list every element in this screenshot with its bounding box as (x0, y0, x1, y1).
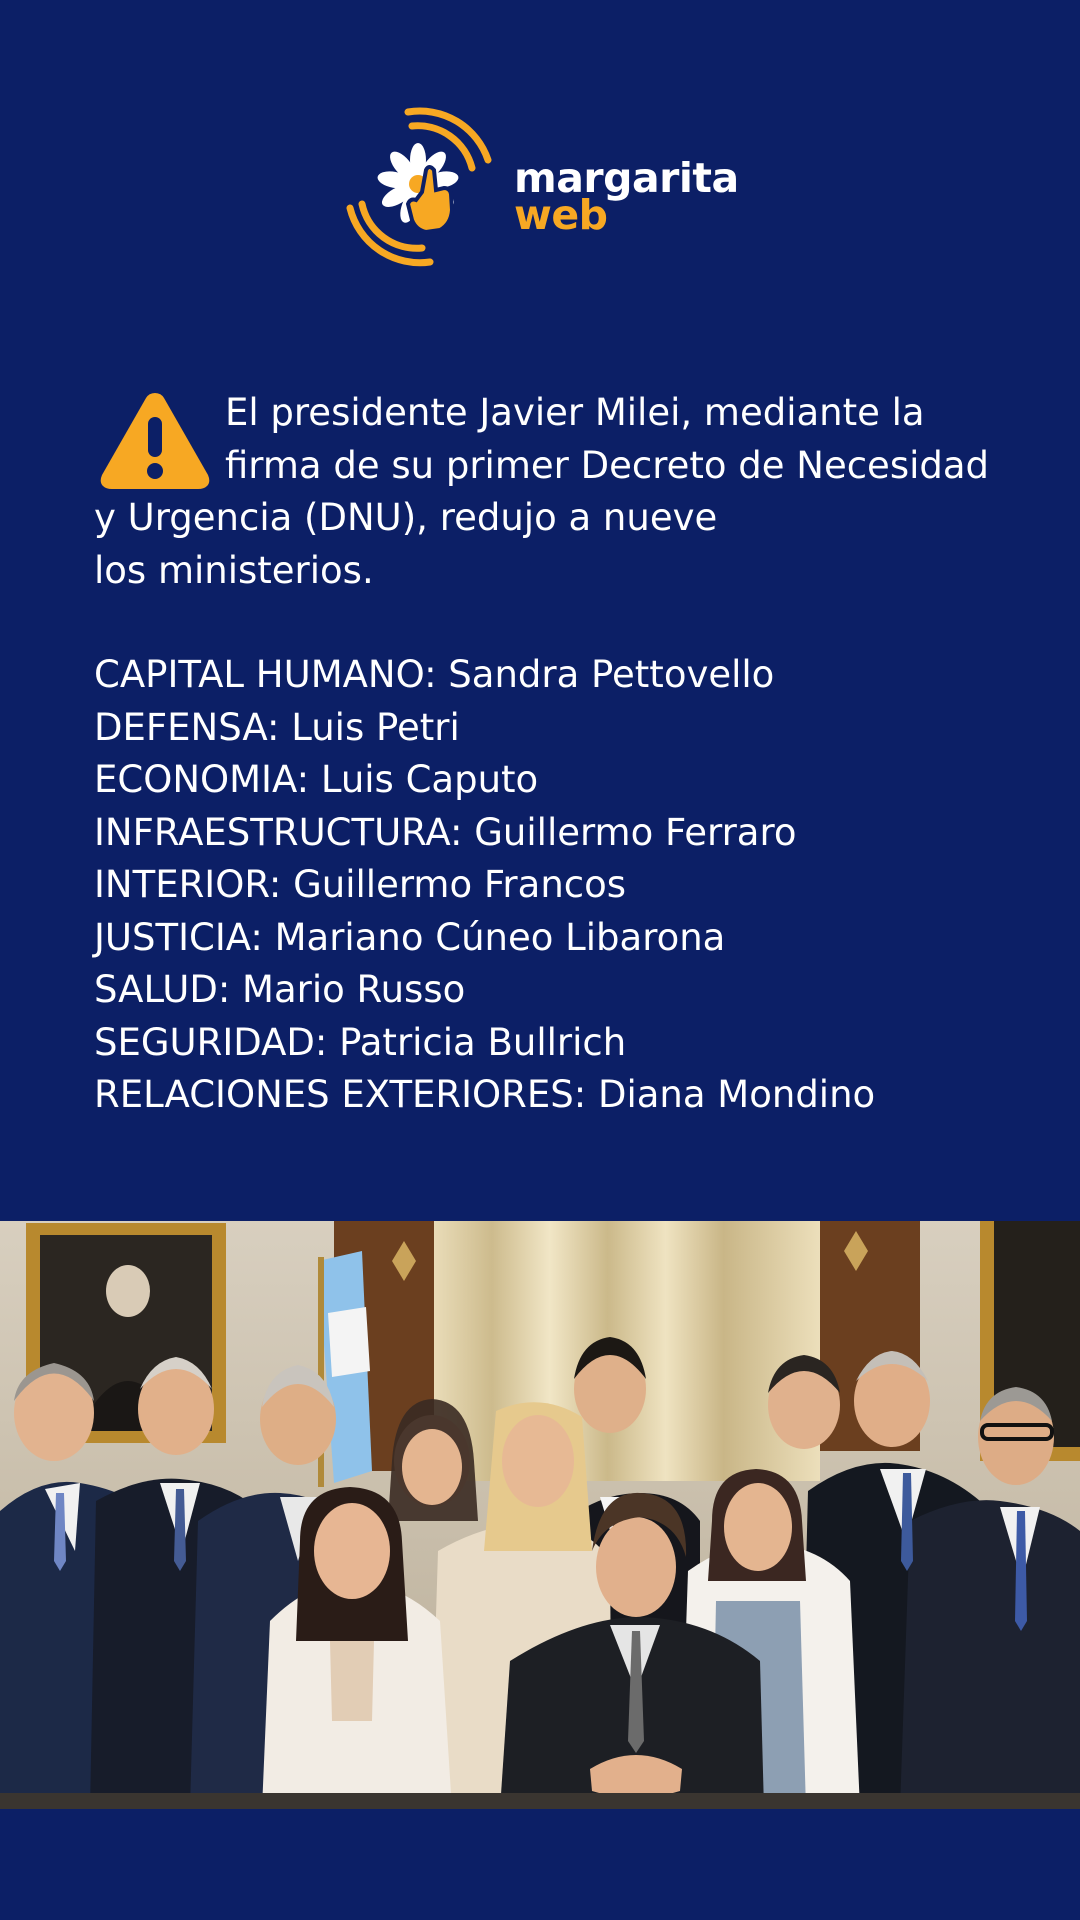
ministers-list (94, 649, 1014, 1122)
warning-icon (98, 387, 212, 491)
minister-item: JUSTICIA: Mariano Cúneo Libarona (94, 915, 726, 959)
logo-wordmark (514, 154, 739, 239)
minister-item: ECONOMIA: Luis Caputo (94, 758, 539, 801)
spacer (94, 597, 1014, 649)
intro-paragraph (94, 387, 1014, 597)
minister-item: DEFENSA: Luis Petri (94, 705, 460, 749)
margarita-web-logo (338, 100, 758, 290)
article-body (94, 387, 1014, 1122)
cabinet-group-photo (0, 1221, 1080, 1809)
minister-item: SALUD: Mario Russo (94, 968, 466, 1011)
minister-item: INTERIOR: Guillermo Francos (94, 863, 627, 906)
daisy-pointer-icon (338, 100, 498, 270)
intro-line: y Urgencia (DNU), redujo a nueve (94, 496, 718, 539)
logo-word-bottom: web (514, 191, 608, 239)
minister-item: RELACIONES EXTERIORES: Diana Mondino (94, 1073, 876, 1116)
logo-word-top: margarita (514, 154, 739, 202)
minister-item: INFRAESTRUCTURA: Guillermo Ferraro (94, 810, 797, 854)
intro-line: El presidente Javier Milei, mediante la (225, 391, 925, 434)
minister-item: CAPITAL HUMANO: Sandra Pettovello (94, 653, 775, 696)
intro-line: los ministerios. (94, 548, 374, 592)
intro-line: firma de su primer Decreto de Necesidad (225, 443, 990, 487)
minister-item: SEGURIDAD: Patricia Bullrich (94, 1020, 627, 1064)
